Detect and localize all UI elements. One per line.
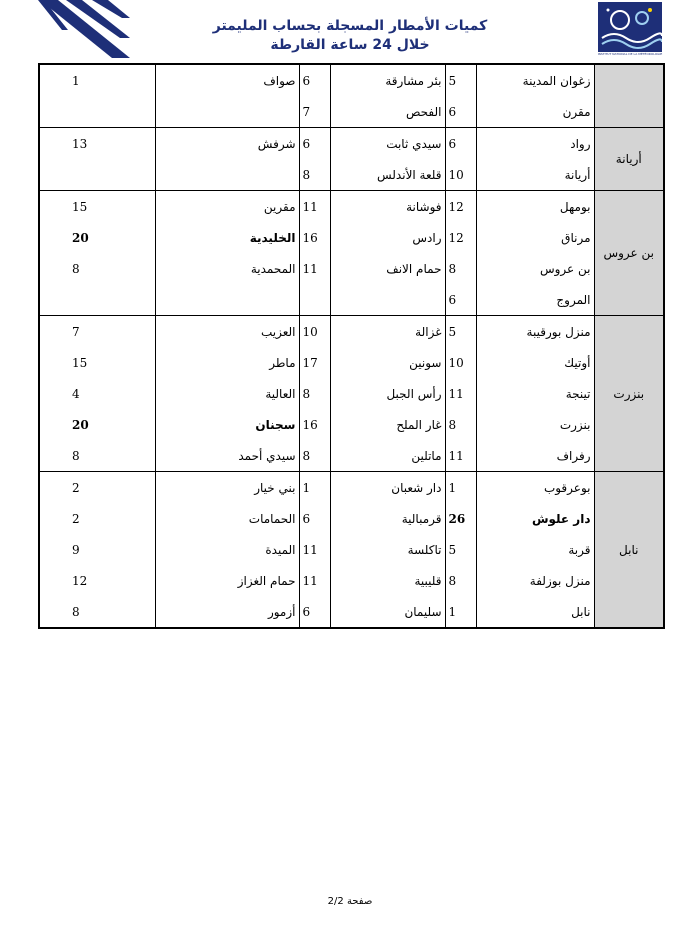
station-name: قرمبالية xyxy=(330,503,445,534)
station-name: سجنان xyxy=(155,409,299,440)
table-row xyxy=(39,128,664,160)
station-name xyxy=(330,284,445,316)
table-row xyxy=(39,440,664,472)
station-name: قربة xyxy=(476,534,594,565)
station-name: أزمور xyxy=(155,596,299,628)
table-row xyxy=(39,284,664,316)
rainfall-value: 8 xyxy=(445,253,476,284)
station-name: دار شعبان xyxy=(330,472,445,504)
station-name xyxy=(155,284,299,316)
station-name: فوشانة xyxy=(330,191,445,223)
station-name: أريانة xyxy=(476,159,594,191)
station-name: بني خيار xyxy=(155,472,299,504)
table-row xyxy=(39,378,664,409)
station-name: أوتيك xyxy=(476,347,594,378)
decorative-stripes xyxy=(0,0,130,60)
station-name: ماتلين xyxy=(330,440,445,472)
rainfall-value: 8 xyxy=(39,440,155,472)
rainfall-value: 7 xyxy=(299,96,330,128)
rainfall-value: 11 xyxy=(299,253,330,284)
station-name: رفراف xyxy=(476,440,594,472)
table-row xyxy=(39,222,664,253)
station-name: تاكلسة xyxy=(330,534,445,565)
governorate-name: بن عروس xyxy=(594,191,664,316)
rainfall-value: 13 xyxy=(39,128,155,160)
station-name: غار الملح xyxy=(330,409,445,440)
table-row xyxy=(39,347,664,378)
station-name: مقرن xyxy=(476,96,594,128)
station-name: سيدي ثابت xyxy=(330,128,445,160)
table-row xyxy=(39,64,664,96)
rainfall-value: 5 xyxy=(445,534,476,565)
rainfall-value: 2 xyxy=(39,472,155,504)
rainfall-value: 15 xyxy=(39,191,155,223)
station-name: سيدي أحمد xyxy=(155,440,299,472)
rainfall-value: 12 xyxy=(445,191,476,223)
rainfall-value: 10 xyxy=(445,159,476,191)
governorate-name: أريانة xyxy=(594,128,664,191)
rainfall-value: 11 xyxy=(299,565,330,596)
rainfall-value: 11 xyxy=(445,378,476,409)
table-row xyxy=(39,565,664,596)
station-name: تينجة xyxy=(476,378,594,409)
page-title: كميات الأمطار المسجلة بحساب المليمتر xyxy=(212,18,488,34)
station-name: بئر مشارقة xyxy=(330,64,445,96)
rainfall-value: 1 xyxy=(445,472,476,504)
station-name: ماطر xyxy=(155,347,299,378)
station-name: قليبية xyxy=(330,565,445,596)
rainfall-value: 11 xyxy=(445,440,476,472)
rainfall-value: 8 xyxy=(39,253,155,284)
rainfall-value: 6 xyxy=(445,96,476,128)
station-name: الميدة xyxy=(155,534,299,565)
station-name: بنزرت xyxy=(476,409,594,440)
table-row xyxy=(39,253,664,284)
rainfall-value xyxy=(39,159,155,191)
station-name: الحمامات xyxy=(155,503,299,534)
table-row xyxy=(39,316,664,348)
rainfall-value: 26 xyxy=(445,503,476,534)
station-name: رادس xyxy=(330,222,445,253)
station-name: المحمدية xyxy=(155,253,299,284)
table-row xyxy=(39,534,664,565)
rainfall-value: 1 xyxy=(445,596,476,628)
rainfall-value: 16 xyxy=(299,409,330,440)
rainfall-value: 17 xyxy=(299,347,330,378)
station-name: منزل بوزلفة xyxy=(476,565,594,596)
table-row xyxy=(39,596,664,628)
table-row xyxy=(39,472,664,504)
rainfall-value: 6 xyxy=(445,284,476,316)
station-name: غزالة xyxy=(330,316,445,348)
station-name: مرناق xyxy=(476,222,594,253)
station-name: حمام الغزاز xyxy=(155,565,299,596)
rainfall-value: 12 xyxy=(39,565,155,596)
station-name xyxy=(155,96,299,128)
rainfall-table xyxy=(38,63,665,629)
rainfall-value xyxy=(299,284,330,316)
rainfall-value: 5 xyxy=(445,64,476,96)
table-row xyxy=(39,409,664,440)
governorate-name: بنزرت xyxy=(594,316,664,472)
station-name: بوعرقوب xyxy=(476,472,594,504)
station-name: حمام الانف xyxy=(330,253,445,284)
station-name: رأس الجبل xyxy=(330,378,445,409)
logo-caption: INSTITUT NATIONAL DE LA MÉTÉOROLOGIE xyxy=(597,52,663,56)
rainfall-value: 4 xyxy=(39,378,155,409)
rainfall-value: 8 xyxy=(299,378,330,409)
rainfall-value: 8 xyxy=(299,440,330,472)
rainfall-value: 12 xyxy=(445,222,476,253)
station-name: قلعة الأندلس xyxy=(330,159,445,191)
rainfall-value: 10 xyxy=(299,316,330,348)
table-row xyxy=(39,96,664,128)
station-name: رواد xyxy=(476,128,594,160)
rainfall-value: 15 xyxy=(39,347,155,378)
rainfall-value: 6 xyxy=(299,596,330,628)
rainfall-value: 7 xyxy=(39,316,155,348)
rainfall-value: 8 xyxy=(445,565,476,596)
page-subtitle: خلال 24 ساعة القارطة xyxy=(270,37,430,53)
rainfall-value: 16 xyxy=(299,222,330,253)
governorate-name: نابل xyxy=(594,472,664,629)
rainfall-value: 2 xyxy=(39,503,155,534)
rainfall-value: 8 xyxy=(299,159,330,191)
station-name: دار علوش xyxy=(476,503,594,534)
rainfall-value: 6 xyxy=(299,503,330,534)
rainfall-value: 8 xyxy=(39,596,155,628)
station-name: الخليدية xyxy=(155,222,299,253)
rainfall-value: 20 xyxy=(39,409,155,440)
station-name: العزيب xyxy=(155,316,299,348)
rainfall-value: 6 xyxy=(299,64,330,96)
station-name: زغوان المدينة xyxy=(476,64,594,96)
table-row xyxy=(39,503,664,534)
station-name: مقرين xyxy=(155,191,299,223)
station-name: المروج xyxy=(476,284,594,316)
station-name: بومهل xyxy=(476,191,594,223)
station-name: شرفش xyxy=(155,128,299,160)
table-row xyxy=(39,159,664,191)
governorate-name xyxy=(594,64,664,128)
rainfall-value: 9 xyxy=(39,534,155,565)
rainfall-value: 5 xyxy=(445,316,476,348)
station-name: سونين xyxy=(330,347,445,378)
station-name: نابل xyxy=(476,596,594,628)
rainfall-value: 10 xyxy=(445,347,476,378)
station-name xyxy=(155,159,299,191)
station-name: العالية xyxy=(155,378,299,409)
station-name: الفحص xyxy=(330,96,445,128)
rainfall-value: 1 xyxy=(39,64,155,96)
rainfall-value xyxy=(39,284,155,316)
rainfall-value: 6 xyxy=(299,128,330,160)
rainfall-value: 8 xyxy=(445,409,476,440)
station-name: بن عروس xyxy=(476,253,594,284)
rainfall-value: 20 xyxy=(39,222,155,253)
rainfall-value: 6 xyxy=(445,128,476,160)
table-row xyxy=(39,191,664,223)
station-name: منزل بورقيبة xyxy=(476,316,594,348)
station-name: صواف xyxy=(155,64,299,96)
station-name: سليمان xyxy=(330,596,445,628)
rainfall-value xyxy=(39,96,155,128)
rainfall-value: 11 xyxy=(299,191,330,223)
page-number: صفحة 2/2 xyxy=(327,896,373,907)
rainfall-value: 1 xyxy=(299,472,330,504)
rainfall-value: 11 xyxy=(299,534,330,565)
